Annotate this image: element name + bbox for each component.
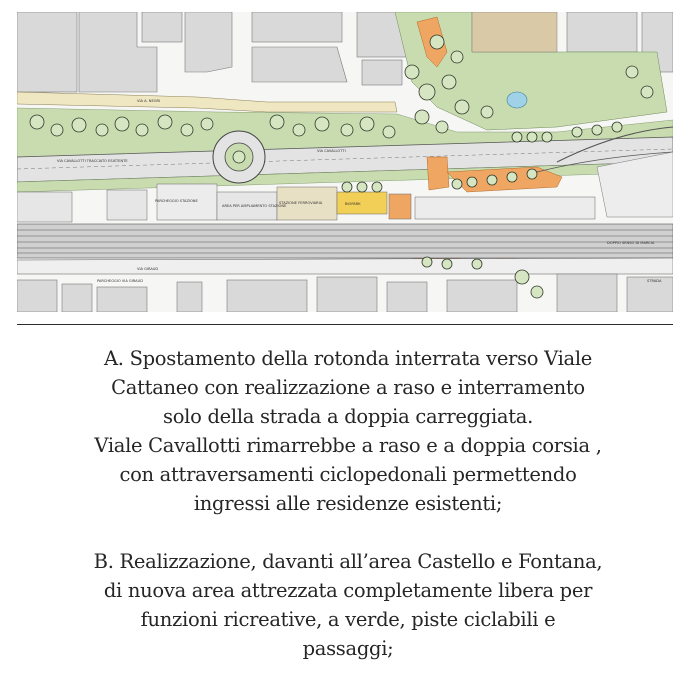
label-via-cavallotti: VIA CAVALLOTTI <box>317 149 346 153</box>
site-plan-svg <box>17 12 673 312</box>
caption-a-line-3: solo della strada a doppia carreggiata. <box>163 405 533 428</box>
label-via-cavallotti-existing: VIA CAVALLOTTI TRACCIATO ESISTENTE <box>57 159 128 163</box>
railway <box>17 224 673 258</box>
caption-b-line-3: funzioni ricreative, a verde, piste ciclabili e <box>140 608 556 631</box>
label-doppio-senso: DOPPIO SENSO DI MARCIA <box>607 241 655 245</box>
label-area-ampliamento: AREA PER AMPLIAMENTO STAZIONE <box>222 204 287 208</box>
caption-a-line-5: con attraversamenti ciclopedonali permettendo <box>119 463 577 486</box>
site-plan-drawing <box>17 12 673 312</box>
caption-b-line-1: B. Realizzazione, davanti all’area Castello e Fontana, <box>93 550 603 573</box>
castello-building <box>472 12 557 52</box>
caption-a-line-4: Viale Cavallotti rimarrebbe a raso e a doppia corsia , <box>94 434 602 457</box>
label-biopark: BIOPARK <box>345 202 361 206</box>
label-via-giraud: VIA GIRAUD <box>137 267 159 271</box>
caption-text <box>20 344 676 663</box>
caption-b-line-2: di nuova area attrezzata completamente libera per <box>103 579 593 602</box>
label-via-negri: VIA A. NEGRI <box>137 99 161 103</box>
caption-a-line-1: A. Spostamento della rotonda interrata verso Viale <box>103 347 593 370</box>
fountain-pond <box>507 92 527 108</box>
divider-line <box>17 324 673 325</box>
caption-b-line-4: passaggi; <box>302 637 394 660</box>
caption-a-line-2: Cattaneo con realizzazione a raso e interramento <box>111 376 585 399</box>
label-parcheggio-stazione: PARCHEGGIO STAZIONE <box>155 199 198 203</box>
caption-a-line-6: ingressi alle residenze esistenti; <box>193 492 503 515</box>
via-giraud-road <box>17 258 673 274</box>
label-strada: STRADA <box>647 279 662 283</box>
label-stazione: STAZIONE FERROVIARIA <box>279 201 323 205</box>
roundabout <box>213 131 265 183</box>
label-parcheggio-giraud: PARCHEGGIO VIA GIRAUD <box>97 279 143 283</box>
